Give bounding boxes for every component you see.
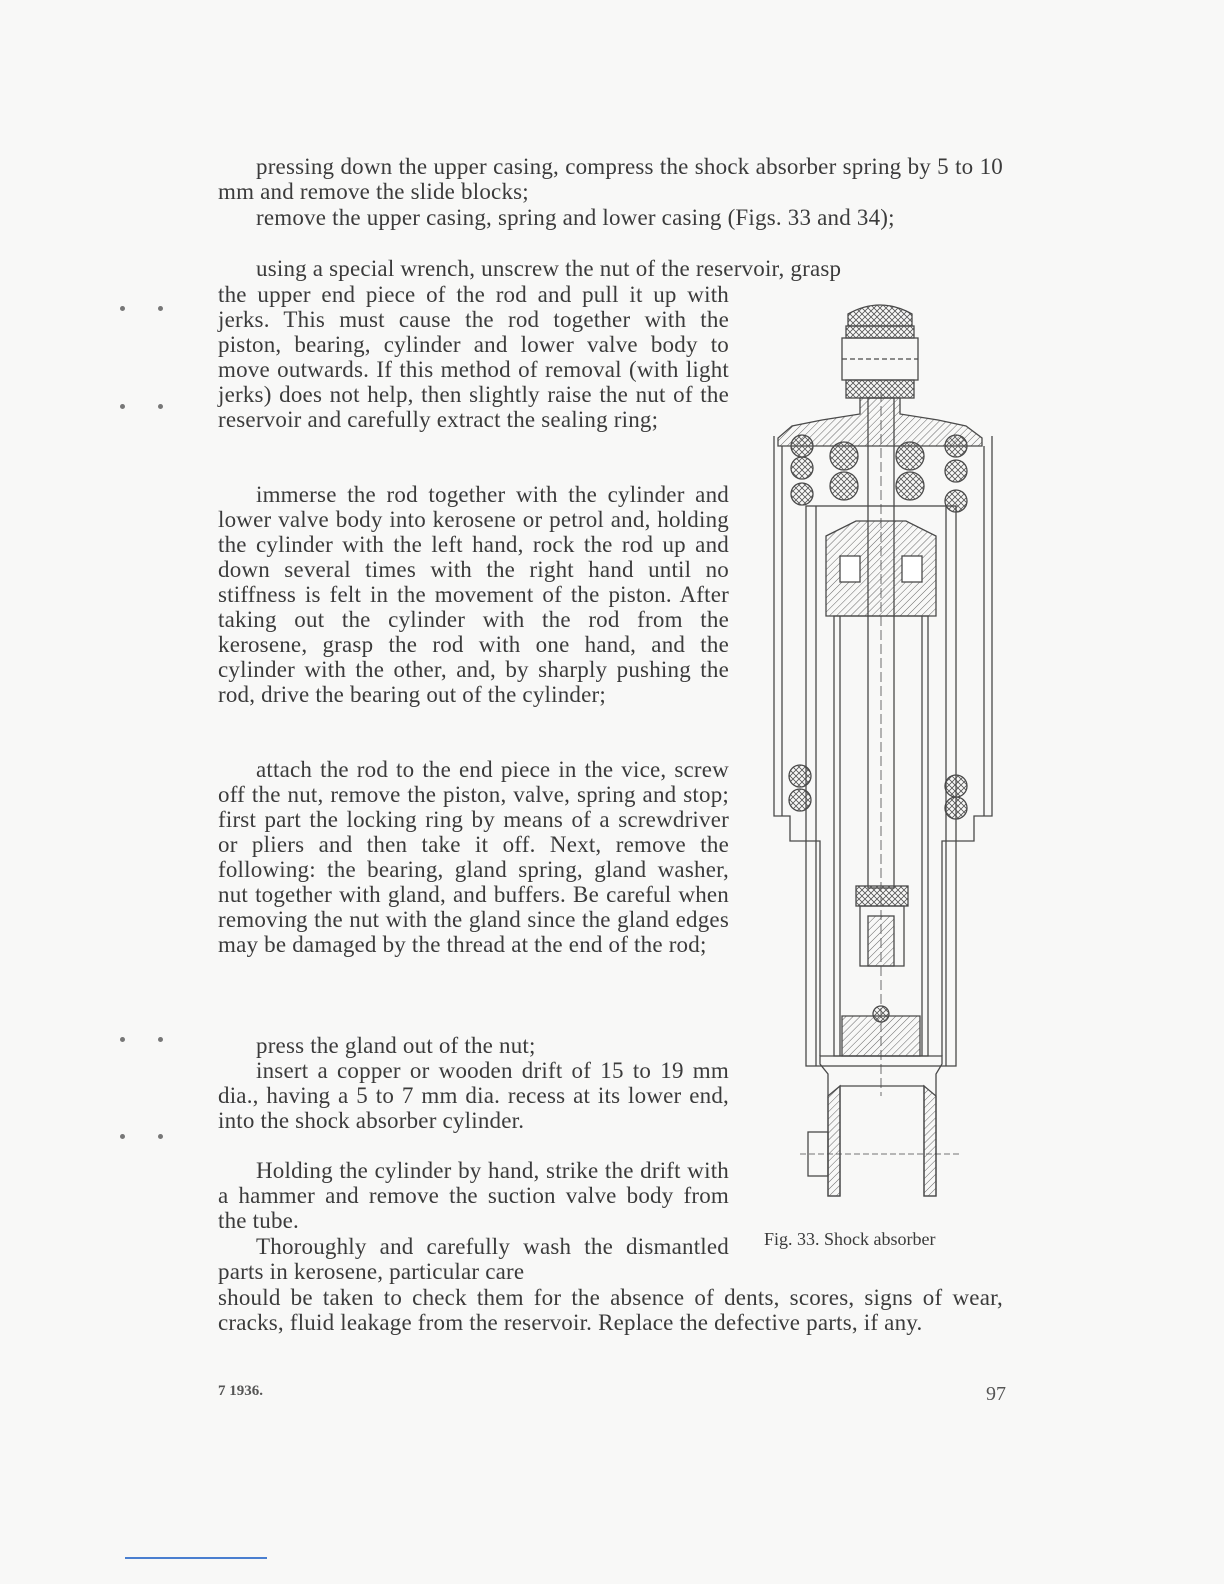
binding-mark (158, 1037, 163, 1042)
binding-mark (158, 306, 163, 311)
paragraph-wash-parts-continued: should be taken to check them for the absence of dents, scores, signs of wear, cracks, fluid leakage from the reservoir. Replace the defective parts, if any. (218, 1285, 1003, 1335)
binding-mark (120, 404, 125, 409)
paragraph-compress-spring: pressing down the upper casing, compress the shock absorber spring by 5 to 10 mm and remove the slide blocks; (218, 154, 1003, 204)
paragraph-press-gland: press the gland out of the nut; (256, 1033, 536, 1058)
paragraph-strike-drift: Holding the cylinder by hand, strike the drift with a hammer and remove the suction valve body from the tube. (218, 1158, 729, 1233)
binding-mark (120, 1037, 125, 1042)
binding-mark (158, 404, 163, 409)
paragraph-attach-rod: attach the rod to the end piece in the vice, screw off the nut, remove the piston, valve, spring and stop; first part the locking ring by means of a screwdriver or pliers and then take it off. Next, remove the following: the bearing, gland spring, gland washer, nut together with gland, and buffers. Be careful when removing the nut with the gland since the gland edges may be damaged by the thread at the end of the rod; (218, 757, 729, 957)
paragraph-remove-casing: remove the upper casing, spring and lower casing (Figs. 33 and 34); (256, 205, 895, 230)
binding-mark (120, 1134, 125, 1139)
paragraph-unscrew-nut: the upper end piece of the rod and pull it up with jerks. This must cause the rod together with the piston, bearing, cylinder and lower valve body to move outwards. If this method of removal (with light jerks) does not help, then slightly raise the nut of the reservoir and carefully extract the sealing ring; (218, 282, 729, 432)
print-mark: 7 1936. (218, 1383, 263, 1399)
binding-mark (158, 1134, 163, 1139)
paragraph-wash-parts: Thoroughly and carefully wash the dismantled parts in kerosene, particular care (218, 1234, 729, 1284)
paragraph-unscrew-nut-first-line: using a special wrench, unscrew the nut of the reservoir, grasp (256, 256, 842, 281)
binding-mark (120, 306, 125, 311)
shock-absorber-drawing (760, 296, 1000, 1211)
scan-edge-line (125, 1557, 267, 1559)
paragraph-insert-drift: insert a copper or wooden drift of 15 to 19 mm dia., having a 5 to 7 mm dia. recess at its lower end, into the shock absorber cylinder. (218, 1058, 729, 1133)
page-number: 97 (986, 1383, 1006, 1405)
paragraph-immerse-rod: immerse the rod together with the cylinder and lower valve body into kerosene or petrol and, holding the cylinder with the left hand, rock the rod up and down several times with the right hand until no stiffness is felt in the movement of the piston. After taking out the cylinder with the rod from the kerosene, grasp the rod with one hand, and the cylinder with the other, and, by sharply pushing the rod, drive the bearing out of the cylinder; (218, 482, 729, 707)
figure-caption: Fig. 33. Shock absorber (764, 1229, 936, 1249)
